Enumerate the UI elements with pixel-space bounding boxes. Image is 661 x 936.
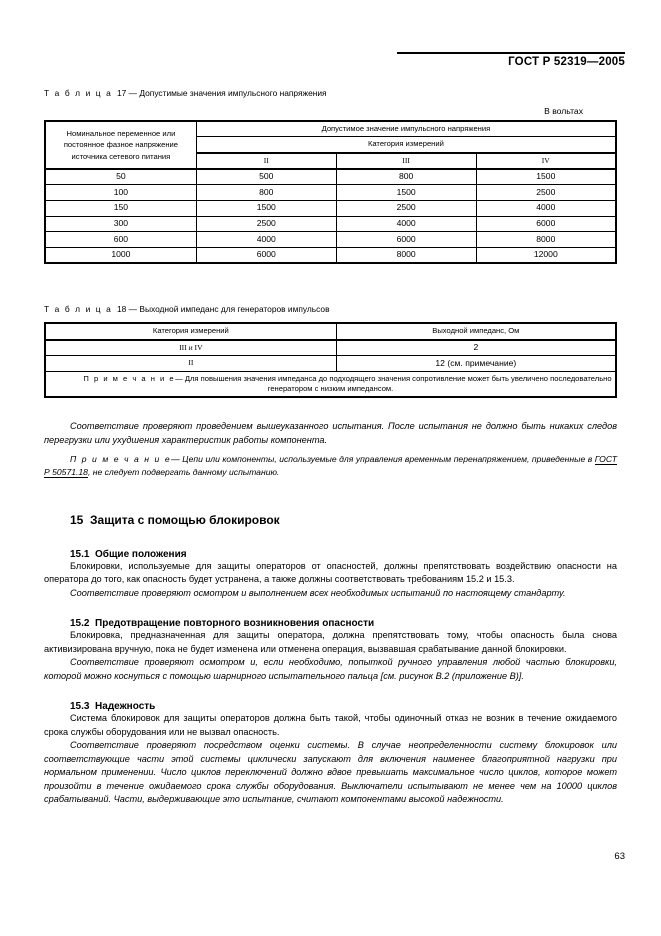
section-15-3-conformity: Соответствие проверяют посредством оценки системы. В случае неопределенности систему блокировок или соответствующие части этой системы циклически запускают для включения наименее благоприятной нагрузки при нормальном применении. Число циклов переключений должно вдвое превышать максимальное число циклов, которое может произойти в течение ожидаемого срока службы оборудования. Выключатели испытывают не менее чем на 10000 циклов срабатываний. Части, выдерживающие это испытание, считают компонентами высокой надежности.: [44, 740, 617, 805]
table17-caption: [44, 88, 617, 98]
section-15-1-number: 15.1: [70, 548, 90, 560]
section-15-3-heading: [70, 701, 617, 712]
body-note-dash: —: [171, 454, 180, 465]
body-note-reference: ГОСТ Р 50571.18: [44, 454, 617, 477]
table17-r4-c1: 4000: [196, 232, 336, 248]
table17-r4-c3: 8000: [476, 232, 616, 248]
table-row: [45, 232, 616, 248]
table-row: [45, 185, 616, 201]
table-row: [45, 247, 616, 263]
section-15-3-number: 15.3: [70, 701, 90, 713]
table17-r3-c3: 6000: [476, 216, 616, 232]
table17-caption-number: 17: [117, 88, 127, 98]
table-row: [45, 216, 616, 232]
table17-col-header-iv: IV: [476, 153, 616, 169]
section-15-3-title: Надежность: [95, 701, 156, 713]
table17-r0-c3: 1500: [476, 169, 616, 185]
table18-caption-label: Т а б л и ц а: [44, 304, 113, 315]
table17-caption-text: Допустимые значения импульсного напряжения: [139, 88, 327, 98]
table18-note: [45, 371, 616, 397]
table17-r3-c0: 300: [45, 216, 196, 232]
table-row: [45, 356, 616, 372]
body-note-part2: , не следует подвергать данному испытанию.: [87, 466, 280, 477]
table18-r1-c0: II: [45, 356, 336, 372]
section-15-3-heading-wrap: [44, 701, 617, 712]
table17-r2-c3: 4000: [476, 200, 616, 216]
table17-col-header-iii: III: [336, 153, 476, 169]
table17-r2-c2: 2500: [336, 200, 476, 216]
section-15-2-title: Предотвращение повторного возникновения опасности: [95, 618, 375, 630]
page-header: [44, 52, 625, 76]
section-15-2-paragraph: Блокировка, предназначенная для защиты оператора, должна препятствовать тому, чтобы опасность была снова активизирована вручную, пока не будет изменена или отменена операция, вызвавшая срабатывание данной блокировки.: [44, 630, 617, 654]
table18-caption-text: Выходной импеданс для генераторов импульсов: [139, 304, 330, 315]
table17-caption-label: Т а б л и ц а: [44, 88, 113, 98]
table17-r5-c3: 12000: [476, 247, 616, 263]
table18-r1-c1: 12 (см. примечание): [336, 356, 616, 372]
table17-category-header: Категория измерений: [196, 137, 616, 153]
table-row: [45, 169, 616, 185]
table17-r0-c1: 500: [196, 169, 336, 185]
table17-r0-c2: 800: [336, 169, 476, 185]
table18: [44, 322, 617, 398]
body-note-lead: П р и м е ч а н и е: [70, 454, 172, 465]
section-15-1-conformity: Соответствие проверяют осмотром и выполнением всех необходимых испытаний по настоящему стандарту.: [70, 587, 566, 598]
table18-col-header-impedance: Выходной импеданс, Ом: [336, 323, 616, 339]
standard-title: ГОСТ Р 52319—2005: [508, 56, 625, 68]
section-15-1-heading-wrap: [44, 549, 617, 560]
table-row: [45, 340, 616, 356]
table17-r1-c0: 100: [45, 185, 196, 201]
body-note-part1: Цепи или компоненты, используемые для управления временным перенапряжением, приведенные в: [182, 454, 595, 465]
body-note: [44, 453, 617, 478]
table17-r2-c0: 150: [45, 200, 196, 216]
section-15-2-conformity: Соответствие проверяют осмотром и, если необходимо, попыткой ручного управления любой частью блокировки, которой можно коснуться с помощью шарнирного испытательного пальца [см. рисунок В.2 (приложение В)].: [44, 657, 617, 681]
table17-header-row-1: [45, 121, 616, 137]
table18-note-dash: —: [175, 373, 183, 383]
table18-r0-c1: 2: [336, 340, 616, 356]
section-15-3-paragraph: Система блокировок для защиты операторов должна быть такой, чтобы одиночный отказ не возник в течение ожидаемого срока службы оборудования или не вызвал опасность.: [44, 713, 617, 737]
table17-r5-c2: 8000: [336, 247, 476, 263]
table17-r3-c2: 4000: [336, 216, 476, 232]
table17-r5-c1: 6000: [196, 247, 336, 263]
table17-r1-c3: 2500: [476, 185, 616, 201]
table17-r3-c1: 2500: [196, 216, 336, 232]
section-15-1-title: Общие положения: [95, 548, 187, 560]
table17-span-header: Допустимое значение импульсного напряжения: [196, 121, 616, 137]
table18-caption-number: 18: [117, 304, 127, 315]
section-15-heading: [70, 513, 617, 527]
table17-r5-c0: 1000: [45, 247, 196, 263]
table18-col-header-category: Категория измерений: [45, 323, 336, 339]
table17-r4-c0: 600: [45, 232, 196, 248]
table18-caption: [44, 304, 617, 314]
table18-header-row: [45, 323, 616, 339]
table17-r4-c2: 6000: [336, 232, 476, 248]
table18-note-text: Для повышения значения импеданса до подходящего значения сопротивление может быть увеличено последовательно генератором с низким импедансом.: [184, 373, 612, 393]
section-15-number: 15: [70, 512, 84, 527]
table17-units-note: В вольтах: [544, 106, 583, 116]
section-15-2-number: 15.2: [70, 618, 90, 630]
table17-r1-c1: 800: [196, 185, 336, 201]
table18-caption-dash: —: [128, 304, 138, 315]
table17-r1-c2: 1500: [336, 185, 476, 201]
table17-r2-c1: 1500: [196, 200, 336, 216]
section-15-heading-wrap: [44, 513, 617, 527]
table18-r0-c0: III и IV: [45, 340, 336, 356]
table18-note-row: [45, 371, 616, 397]
table18-note-word: П р и м е ч а н и е: [83, 373, 176, 383]
table-row: [45, 200, 616, 216]
page-number: 63: [614, 851, 625, 862]
section-15-title: Защита с помощью блокировок: [90, 512, 280, 527]
table17-stub-header: Номинальное переменное или постоянное фазное напряжение источника сетевого питания: [45, 121, 196, 169]
section-15-2-heading: [70, 618, 617, 629]
table17-col-header-ii: II: [196, 153, 336, 169]
table17-caption-dash: —: [128, 88, 138, 98]
conformity-paragraph: Соответствие проверяют проведением вышеуказанного испытания. После испытания не должно быть никаких следов перегрузки или ухудшения характеристик работы компонента.: [44, 421, 617, 445]
table17-r0-c0: 50: [45, 169, 196, 185]
table17: [44, 120, 617, 264]
header-rule: [397, 52, 625, 54]
section-15-1-paragraph: Блокировки, используемые для защиты операторов от опасностей, должны препятствовать воздействию опасности на оператора до того, как опасность будет устранена, а также должны соответствовать требованиям 15.2 и 15.3.: [44, 560, 617, 585]
page-content: [44, 88, 617, 807]
section-15-2-heading-wrap: [44, 618, 617, 629]
section-15-1-heading: [70, 549, 617, 560]
